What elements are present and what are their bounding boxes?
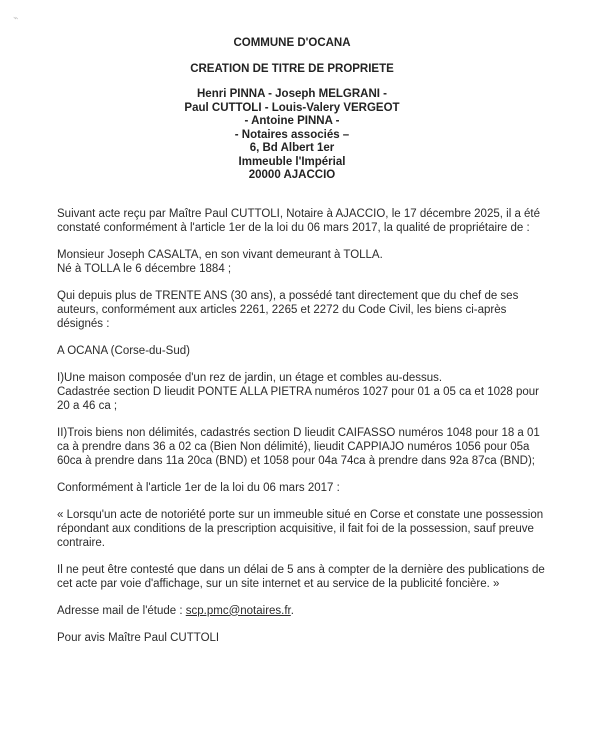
email-paragraph — [57, 604, 553, 618]
notaires-associes-line: - Notaires associés – — [234, 128, 350, 141]
owner-birth-line: Né à TOLLA le 6 décembre 1884 ; — [57, 262, 232, 275]
email-suffix: . — [290, 604, 294, 617]
act-title: CREATION DE TITRE DE PROPRIETE — [190, 63, 394, 75]
document-body — [57, 207, 553, 645]
quote-paragraph-two: Il ne peut être contesté que dans un délai de 5 ans à compter de la dernière des publications de cet acte par voie d'affichage, sur un site internet et au service de la publicité foncière. » — [57, 563, 545, 590]
notary-names-line: Paul CUTTOLI - Louis-Valery VERGEOT — [184, 101, 400, 114]
office-city-line: 20000 AJACCIO — [248, 169, 336, 181]
property-one-cadastre: Cadastrée section D lieudit PONTE ALLA PIETRA numéros 1027 pour 01 a 05 ca et 1028 pour 20 a 46 ca ; — [57, 385, 540, 412]
notary-office-block — [57, 88, 527, 183]
location-line: A OCANA (Corse-du-Sud) — [57, 344, 190, 357]
signoff-line: Pour avis Maître Paul CUTTOLI — [57, 631, 220, 644]
possession-paragraph: Qui depuis plus de TRENTE ANS (30 ans), a possédé tant directement que du chef de ses auteurs, conformément aux articles 2261, 2265 et 2272 du Code Civil, les biens ci-après désignés : — [57, 289, 519, 330]
document-header — [57, 36, 527, 183]
property-one-description: I)Une maison composée d'un rez de jardin, un étage et combles au-dessus. — [57, 371, 443, 384]
property-one-paragraph — [57, 371, 553, 413]
owner-identity-line: Monsieur Joseph CASALTA, en son vivant demeurant à TOLLA. — [57, 248, 383, 261]
commune-title: COMMUNE D'OCANA — [233, 37, 351, 49]
scan-artifact: ⌁ — [12, 12, 20, 24]
email-link[interactable]: scp.pmc@notaires.fr — [185, 604, 291, 617]
quote-paragraph-one: « Lorsqu'un acte de notoriété porte sur un immeuble situé en Corse et constate une possession répondant aux conditions de la prescription acquisitive, il fait foi de la possession, sauf preuve contraire. — [57, 508, 544, 549]
office-building-line: Immeuble l'Impérial — [238, 155, 346, 168]
law-reference-line: Conformément à l'article 1er de la loi du 06 mars 2017 : — [57, 481, 340, 494]
notary-names-line: Henri PINNA - Joseph MELGRANI - — [197, 88, 387, 100]
office-address-line: 6, Bd Albert 1er — [249, 142, 335, 154]
property-two-paragraph: II)Trois biens non délimités, cadastrés section D lieudit CAIFASSO numéros 1048 pour 18 a 01 ca à prendre dans 36 a 02 ca (Bien Non délimité), lieudit CAPPIAJO numéros 1056 pour 05a 60ca à prendre dans 11a 20ca (BND) et 1058 pour 04a 74ca à prendre dans 92a 87ca (BND); — [57, 426, 540, 467]
owner-paragraph — [57, 248, 553, 276]
email-label: Adresse mail de l'étude : — [57, 604, 186, 617]
notary-names-line: - Antoine PINNA - — [244, 115, 340, 127]
notarial-act — [57, 36, 553, 645]
intro-paragraph: Suivant acte reçu par Maître Paul CUTTOLI, Notaire à AJACCIO, le 17 décembre 2025, il a été constaté conformément à l'article 1er de la loi du 06 mars 2017, la qualité de propriétaire de : — [57, 207, 541, 234]
